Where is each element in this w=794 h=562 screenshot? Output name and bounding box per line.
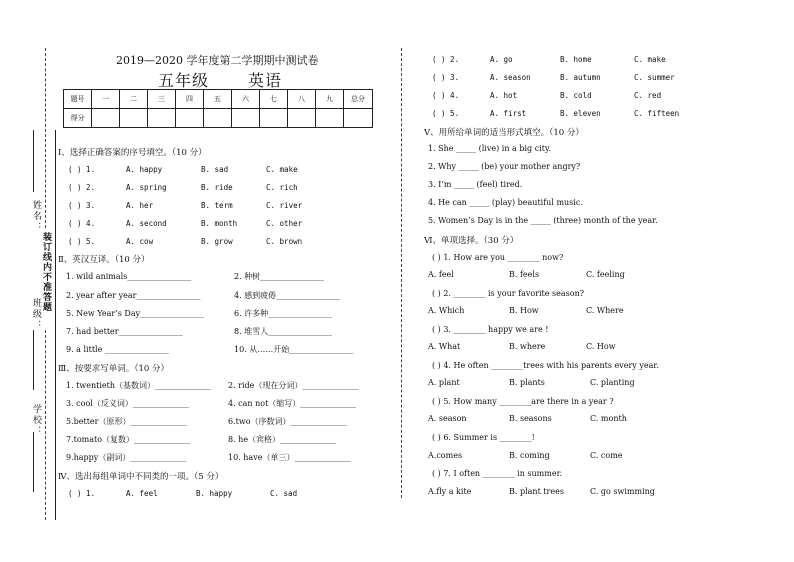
binding-line-bottom [45,330,46,520]
option-b[interactable]: B. cold [560,91,592,100]
score-header-cell: 五 [204,90,232,109]
word-form-item[interactable]: 10. have（单三）______________ [228,453,351,462]
option-c[interactable]: C. How [586,342,616,351]
word-form-item[interactable]: 6.two（序数词）______________ [228,417,347,426]
score-cell[interactable] [316,109,344,128]
option-a[interactable]: A. first [490,109,527,118]
score-header-cell: 三 [148,90,176,109]
score-cell[interactable] [344,109,373,128]
score-header-cell: 总分 [344,90,373,109]
score-header-cell: 九 [316,90,344,109]
question-number: ( ) 4. [432,91,460,100]
class-line [33,330,34,390]
option-a[interactable]: A. her [126,201,154,210]
fill-in-item[interactable]: 2. Why _____ (be) your mother angry? [428,162,581,171]
name-line [33,130,34,192]
word-form-item[interactable]: 2. ride（现在分词）______________ [228,381,359,390]
option-c[interactable]: C. come [590,451,623,460]
score-header-cell: 八 [288,90,316,109]
section1-title: Ⅰ、选择正确答案的序号填空。（10 分） [58,148,207,158]
binding-line-top [45,48,46,228]
score-header-cell: 题号 [64,90,92,109]
question-number: ( ) 3. [68,201,96,210]
score-cell[interactable] [92,109,120,128]
score-table [63,89,373,128]
binding-notice: 装订线内不准答题 [41,232,51,312]
option-a[interactable]: A. go [490,55,513,64]
fill-in-item[interactable]: 3. I’m _____ (feel) tired. [428,180,523,189]
option-a[interactable]: A. hot [490,91,518,100]
score-header-cell: 六 [232,90,260,109]
option-a[interactable]: A. happy [126,165,163,174]
school-label: 学校： [31,404,41,437]
translate-item[interactable]: 5. New Year’s Day________________ [66,309,205,318]
school-line [33,432,34,492]
option-b[interactable]: B. sad [201,165,229,174]
option-b[interactable]: B. seasons [509,414,552,423]
word-form-item[interactable]: 4. can not（缩写）______________ [228,399,357,408]
subject-label: 英语 [248,71,283,90]
option-b[interactable]: B. term [201,201,233,210]
section5-title: Ⅴ、用所给单词的适当形式填空。（10 分） [424,128,584,138]
option-a[interactable]: A. plant [428,378,460,387]
option-a[interactable]: A.fly a kite [428,487,472,496]
option-b[interactable]: B. where [509,342,546,351]
translate-item[interactable]: 1. wild animals________________ [66,272,192,281]
column-divider [401,48,402,498]
option-c[interactable]: C. feeling [586,270,625,279]
option-a[interactable]: A. spring [126,183,167,192]
fill-in-item[interactable]: 4. He can _____ (play) beautiful music. [428,198,583,207]
fill-in-item[interactable]: 1. She _____ (live) in a big city. [428,144,551,153]
score-cell[interactable] [176,109,204,128]
option-c[interactable]: C. brown [266,237,303,246]
question-number: ( ) 1. [68,165,96,174]
option-c[interactable]: C. fifteen [634,109,680,118]
score-header-cell: 七 [260,90,288,109]
option-c[interactable]: C. make [634,55,666,64]
option-c[interactable]: C. red [634,91,662,100]
option-c[interactable]: C. rich [266,183,298,192]
mc-question: ( ) 2. ________ is your favorite season? [432,289,585,298]
score-header-cell: 四 [176,90,204,109]
option-c[interactable]: C. Where [586,306,624,315]
option-b[interactable]: B. How [509,306,539,315]
score-header-cell: 二 [120,90,148,109]
word-form-item[interactable]: 5.better（原形）______________ [66,417,187,426]
question-number: ( ) 5. [432,109,460,118]
mc-question: ( ) 5. How many ________are there in a year ? [432,397,614,406]
score-cell[interactable] [204,109,232,128]
option-b[interactable]: B. eleven [560,109,601,118]
mc-question: ( ) 4. He often ________trees with his parents every year. [432,361,659,370]
option-b[interactable]: B. plants [509,378,545,387]
grade-label: 五年级 [158,71,210,90]
score-header-cell: 一 [92,90,120,109]
option-c[interactable]: C. planting [590,378,635,387]
question-number: ( ) 3. [432,73,460,82]
option-c[interactable]: C. river [266,201,303,210]
mc-question: ( ) 1. How are you ________ now? [432,253,564,262]
inner-line [55,130,56,520]
option-a[interactable]: A. feel [126,489,158,498]
question-number: ( ) 2. [68,183,96,192]
mc-question: ( ) 3. ________ happy we are ! [432,325,549,334]
translate-item[interactable]: 4. 感到疲倦________________ [234,291,341,300]
option-a[interactable]: A. season [490,73,531,82]
translate-item[interactable]: 8. 堆雪人________________ [234,327,333,336]
question-number: ( ) 1. [68,489,96,498]
section2-title: Ⅱ、英汉互译。（10 分） [58,255,150,265]
class-label: 班级： [31,298,41,331]
question-number: ( ) 2. [432,55,460,64]
question-number: ( ) 5. [68,237,96,246]
name-label: 姓名： [31,200,41,233]
word-form-item[interactable]: 7.tomato（复数）______________ [66,435,191,444]
option-b[interactable]: B. coming [509,451,550,460]
word-form-item[interactable]: 8. he（宾格）______________ [228,435,337,444]
score-cell[interactable] [260,109,288,128]
option-b[interactable]: B. ride [201,183,233,192]
section3-title: Ⅲ、按要求写单词。（10 分） [58,364,169,374]
option-b[interactable]: B. autumn [560,73,601,82]
option-c[interactable]: C. go swimming [590,487,655,496]
option-a[interactable]: A.comes [428,451,463,460]
word-form-item[interactable]: 1. twentieth（基数词）______________ [66,381,211,390]
option-b[interactable]: B. feels [509,270,540,279]
section6-title: Ⅵ、单项选择。（30 分） [424,236,519,246]
word-form-item[interactable]: 3. cool（反义词）______________ [66,399,189,408]
option-a[interactable]: A. second [126,219,167,228]
translate-item[interactable]: 9. a little ________________ [66,345,169,354]
translate-item[interactable]: 10. 从……开始________________ [234,345,354,354]
option-c[interactable]: C. month [590,414,627,423]
option-a[interactable]: A. What [428,342,461,351]
score-cell[interactable] [148,109,176,128]
option-c[interactable]: C. other [266,219,303,228]
option-c[interactable]: C. sad [270,489,298,498]
score-cell[interactable] [288,109,316,128]
option-a[interactable]: A. feel [428,270,454,279]
option-a[interactable]: A. season [428,414,467,423]
fill-in-item[interactable]: 5. Women’s Day is in the _____ (three) month of the year. [428,216,658,225]
option-b[interactable]: B. grow [201,237,233,246]
option-b[interactable]: B. home [560,55,592,64]
translate-item[interactable]: 6. 许多种________________ [234,309,333,318]
score-header-row [64,90,373,109]
translate-item[interactable]: 2. year after year________________ [66,291,201,300]
translate-item[interactable]: 7. had better________________ [66,327,183,336]
translate-item[interactable]: 2. 种树________________ [234,272,325,281]
score-cell[interactable] [232,109,260,128]
score-value-row [64,109,373,128]
question-number: ( ) 4. [68,219,96,228]
option-a[interactable]: A. Which [428,306,465,315]
option-b[interactable]: B. happy [196,489,233,498]
option-a[interactable]: A. cow [126,237,154,246]
exam-title: 2019—2020 学年度第二学期期中测试卷 [116,54,319,67]
option-b[interactable]: B. plant trees [509,487,564,496]
word-form-item[interactable]: 9.happy（副词）______________ [66,453,187,462]
option-c[interactable]: C. make [266,165,298,174]
score-cell[interactable] [120,109,148,128]
option-c[interactable]: C. summer [634,73,675,82]
mc-question: ( ) 7. I often ________ in summer. [432,469,563,478]
section4-title: Ⅳ、选出每组单词中不同类的一项。（5 分） [58,472,224,482]
mc-question: ( ) 6. Summer is ________! [432,433,535,442]
option-b[interactable]: B. month [201,219,238,228]
score-row-label: 得分 [64,109,92,128]
